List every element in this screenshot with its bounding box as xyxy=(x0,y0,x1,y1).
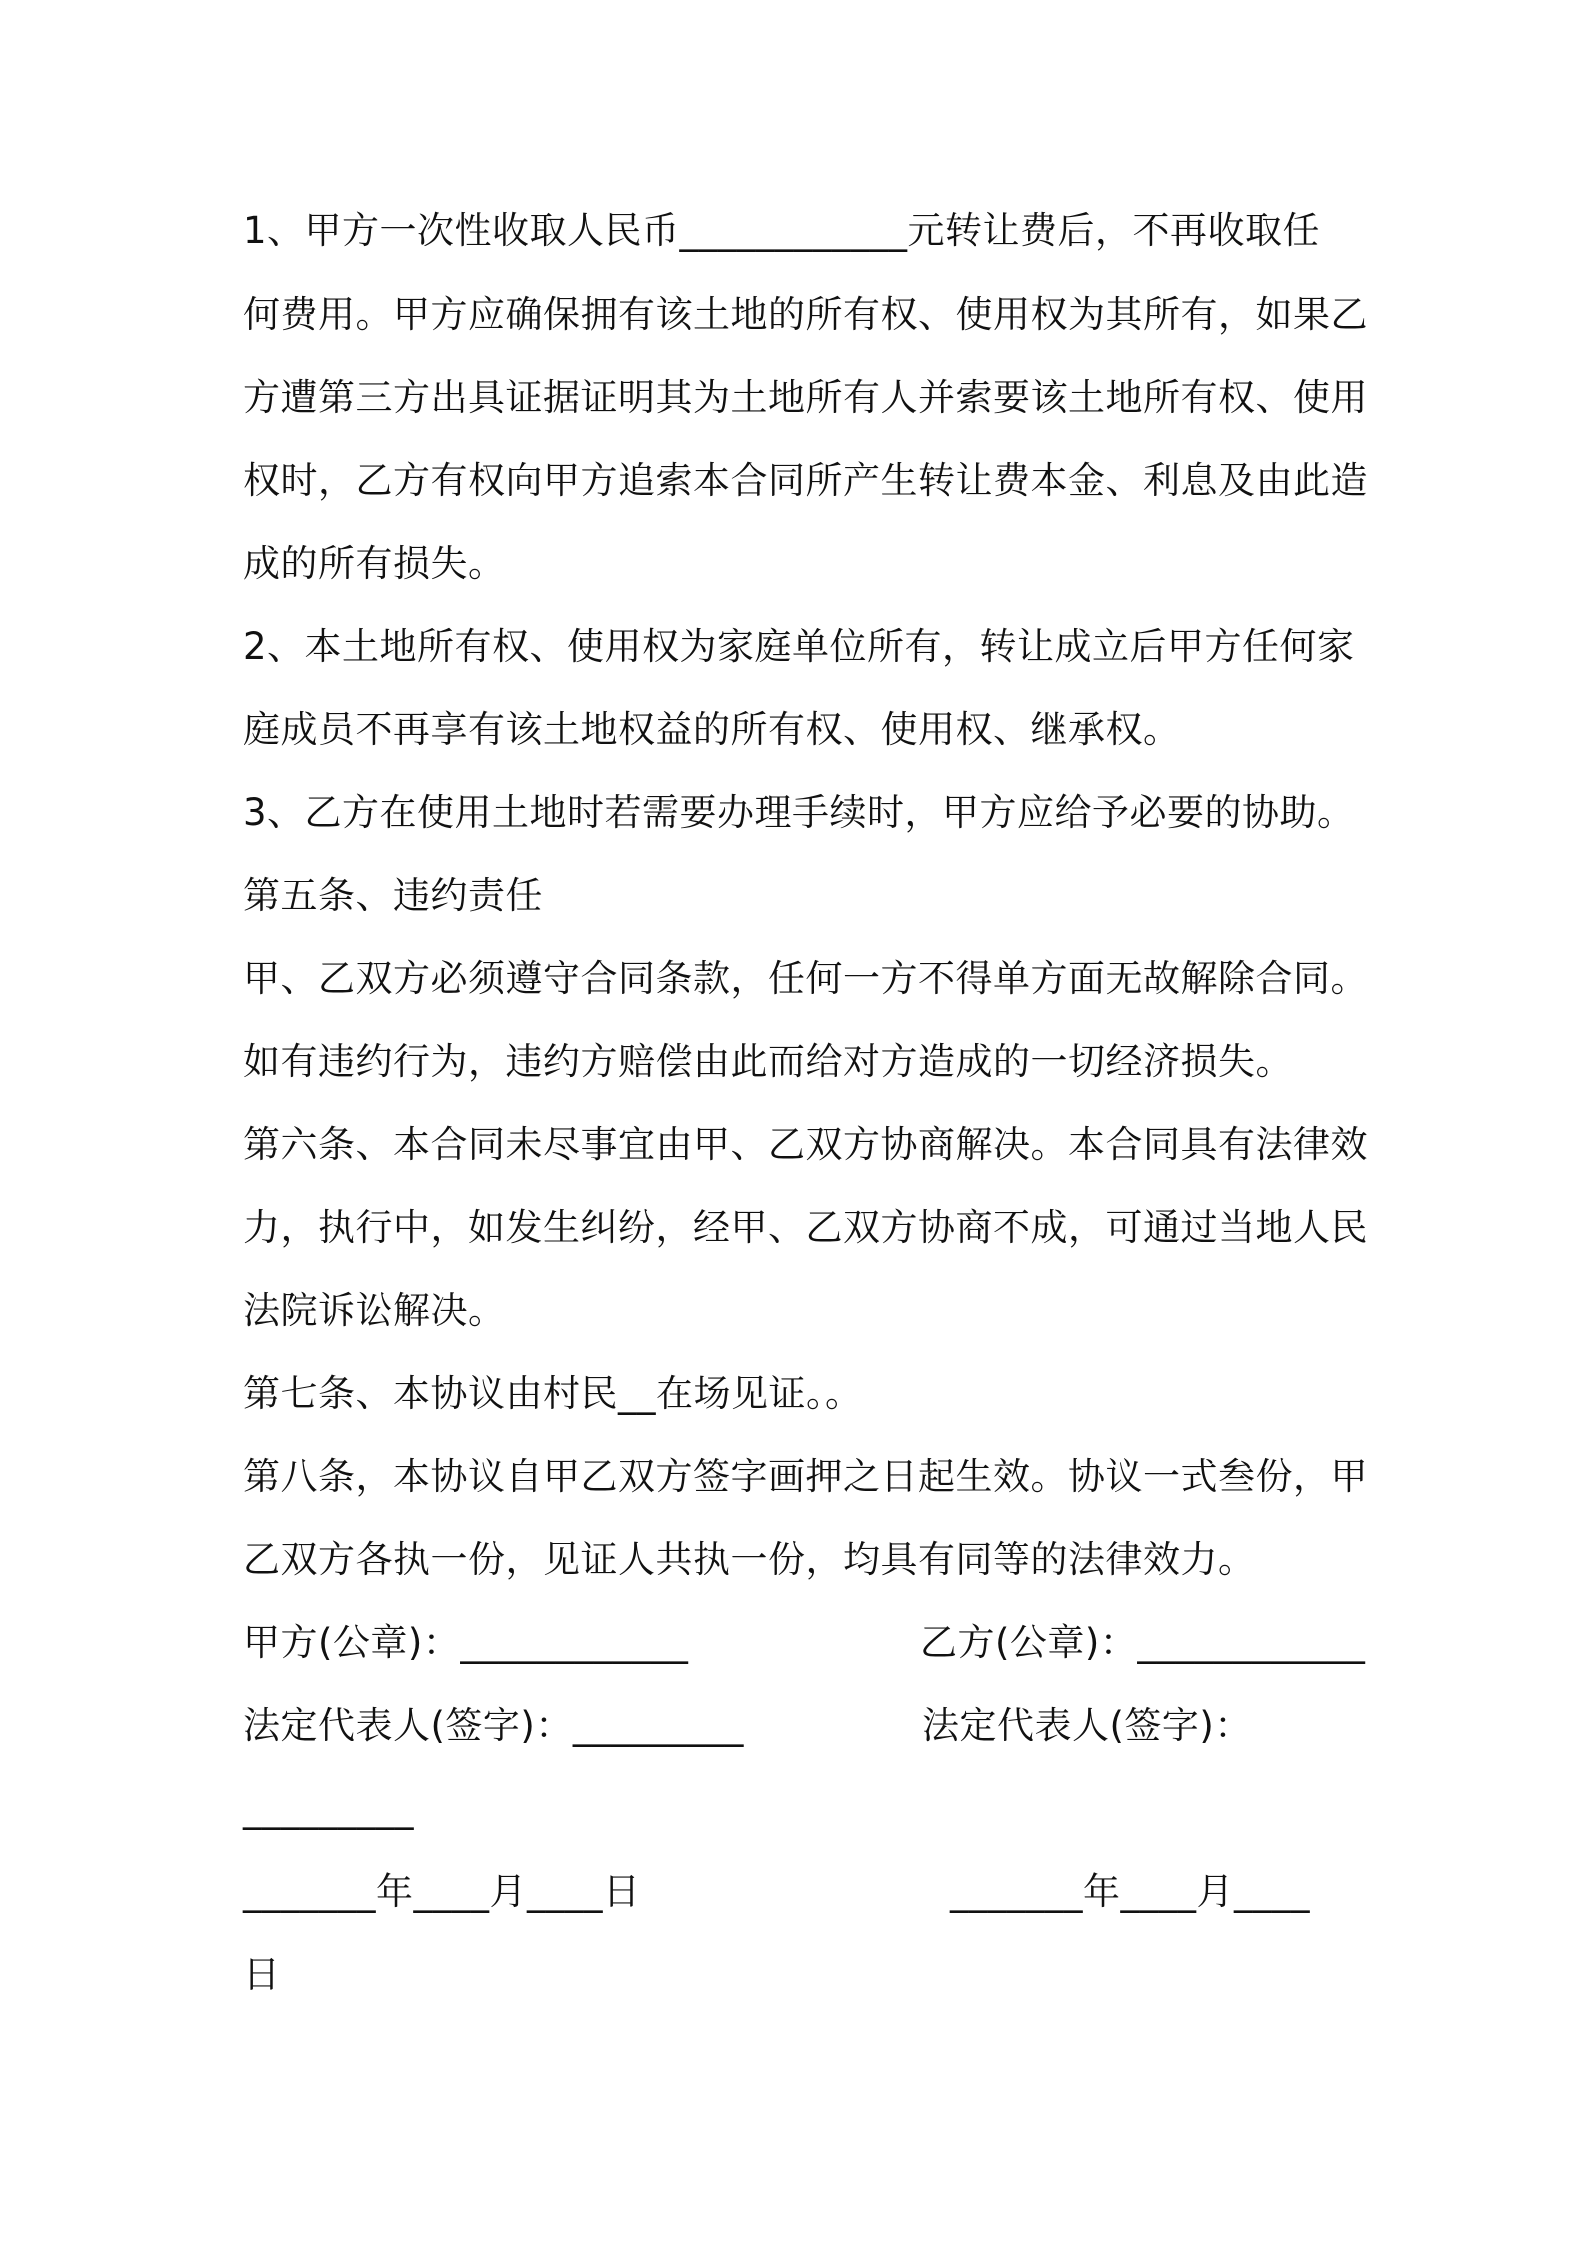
clause-4-2-line-1: 2、本土地所有权、使用权为家庭单位所有，转让成立后甲方任何家 xyxy=(243,625,1355,668)
clause-4-1-line-3: 方遭第三方出具证据证明其为土地所有人并索要该土地所有权、使用 xyxy=(243,376,1368,419)
party-a-seal-field: 甲方(公章)：____________ xyxy=(243,1621,689,1664)
article-5-line-1: 甲、乙双方必须遵守合同条款，任何一方不得单方面无故解除合同。 xyxy=(243,957,1368,1000)
party-b-date-field: _______年____月____ xyxy=(950,1870,1310,1913)
clause-4-1-line-5: 成的所有损失。 xyxy=(243,542,506,585)
article-5-heading: 第五条、违约责任 xyxy=(243,874,543,917)
party-a-representative-field: 法定代表人(签字)：_________ xyxy=(243,1704,744,1747)
party-b-seal-field: 乙方(公章)：____________ xyxy=(920,1621,1366,1664)
article-6-line-1: 第六条、本合同未尽事宜由甲、乙双方协商解决。本合同具有法律效 xyxy=(243,1123,1368,1166)
party-b-date-day: 日 xyxy=(243,1953,281,1996)
article-8-line-1: 第八条，本协议自甲乙双方签字画押之日起生效。协议一式叁份，甲 xyxy=(243,1455,1368,1498)
clause-4-2-line-2: 庭成员不再享有该土地权益的所有权、使用权、继承权。 xyxy=(243,708,1181,751)
article-7-line-1: 第七条、本协议由村民__在场见证。。 xyxy=(243,1372,863,1415)
party-b-representative-field: 法定代表人(签字)： xyxy=(922,1704,1252,1747)
article-6-line-2: 力，执行中，如发生纠纷，经甲、乙双方协商不成，可通过当地人民 xyxy=(243,1206,1368,1249)
article-6-line-3: 法院诉讼解决。 xyxy=(243,1289,506,1332)
party-a-representative-blank: _________ xyxy=(243,1787,414,1830)
article-5-line-2: 如有违约行为，违约方赔偿由此而给对方造成的一切经济损失。 xyxy=(243,1040,1293,1083)
party-a-date-field: _______年____月____日 xyxy=(243,1870,641,1913)
clause-4-3-line-1: 3、乙方在使用土地时若需要办理手续时，甲方应给予必要的协助。 xyxy=(243,791,1355,834)
clause-4-1-line-2: 何费用。甲方应确保拥有该土地的所有权、使用权为其所有，如果乙 xyxy=(243,293,1368,336)
article-8-line-2: 乙双方各执一份，见证人共执一份，均具有同等的法律效力。 xyxy=(243,1538,1256,1581)
clause-4-1-line-1: 1、甲方一次性收取人民币____________元转让费后，不再收取任 xyxy=(243,209,1321,252)
clause-4-1-line-4: 权时，乙方有权向甲方追索本合同所产生转让费本金、利息及由此造 xyxy=(243,459,1368,502)
